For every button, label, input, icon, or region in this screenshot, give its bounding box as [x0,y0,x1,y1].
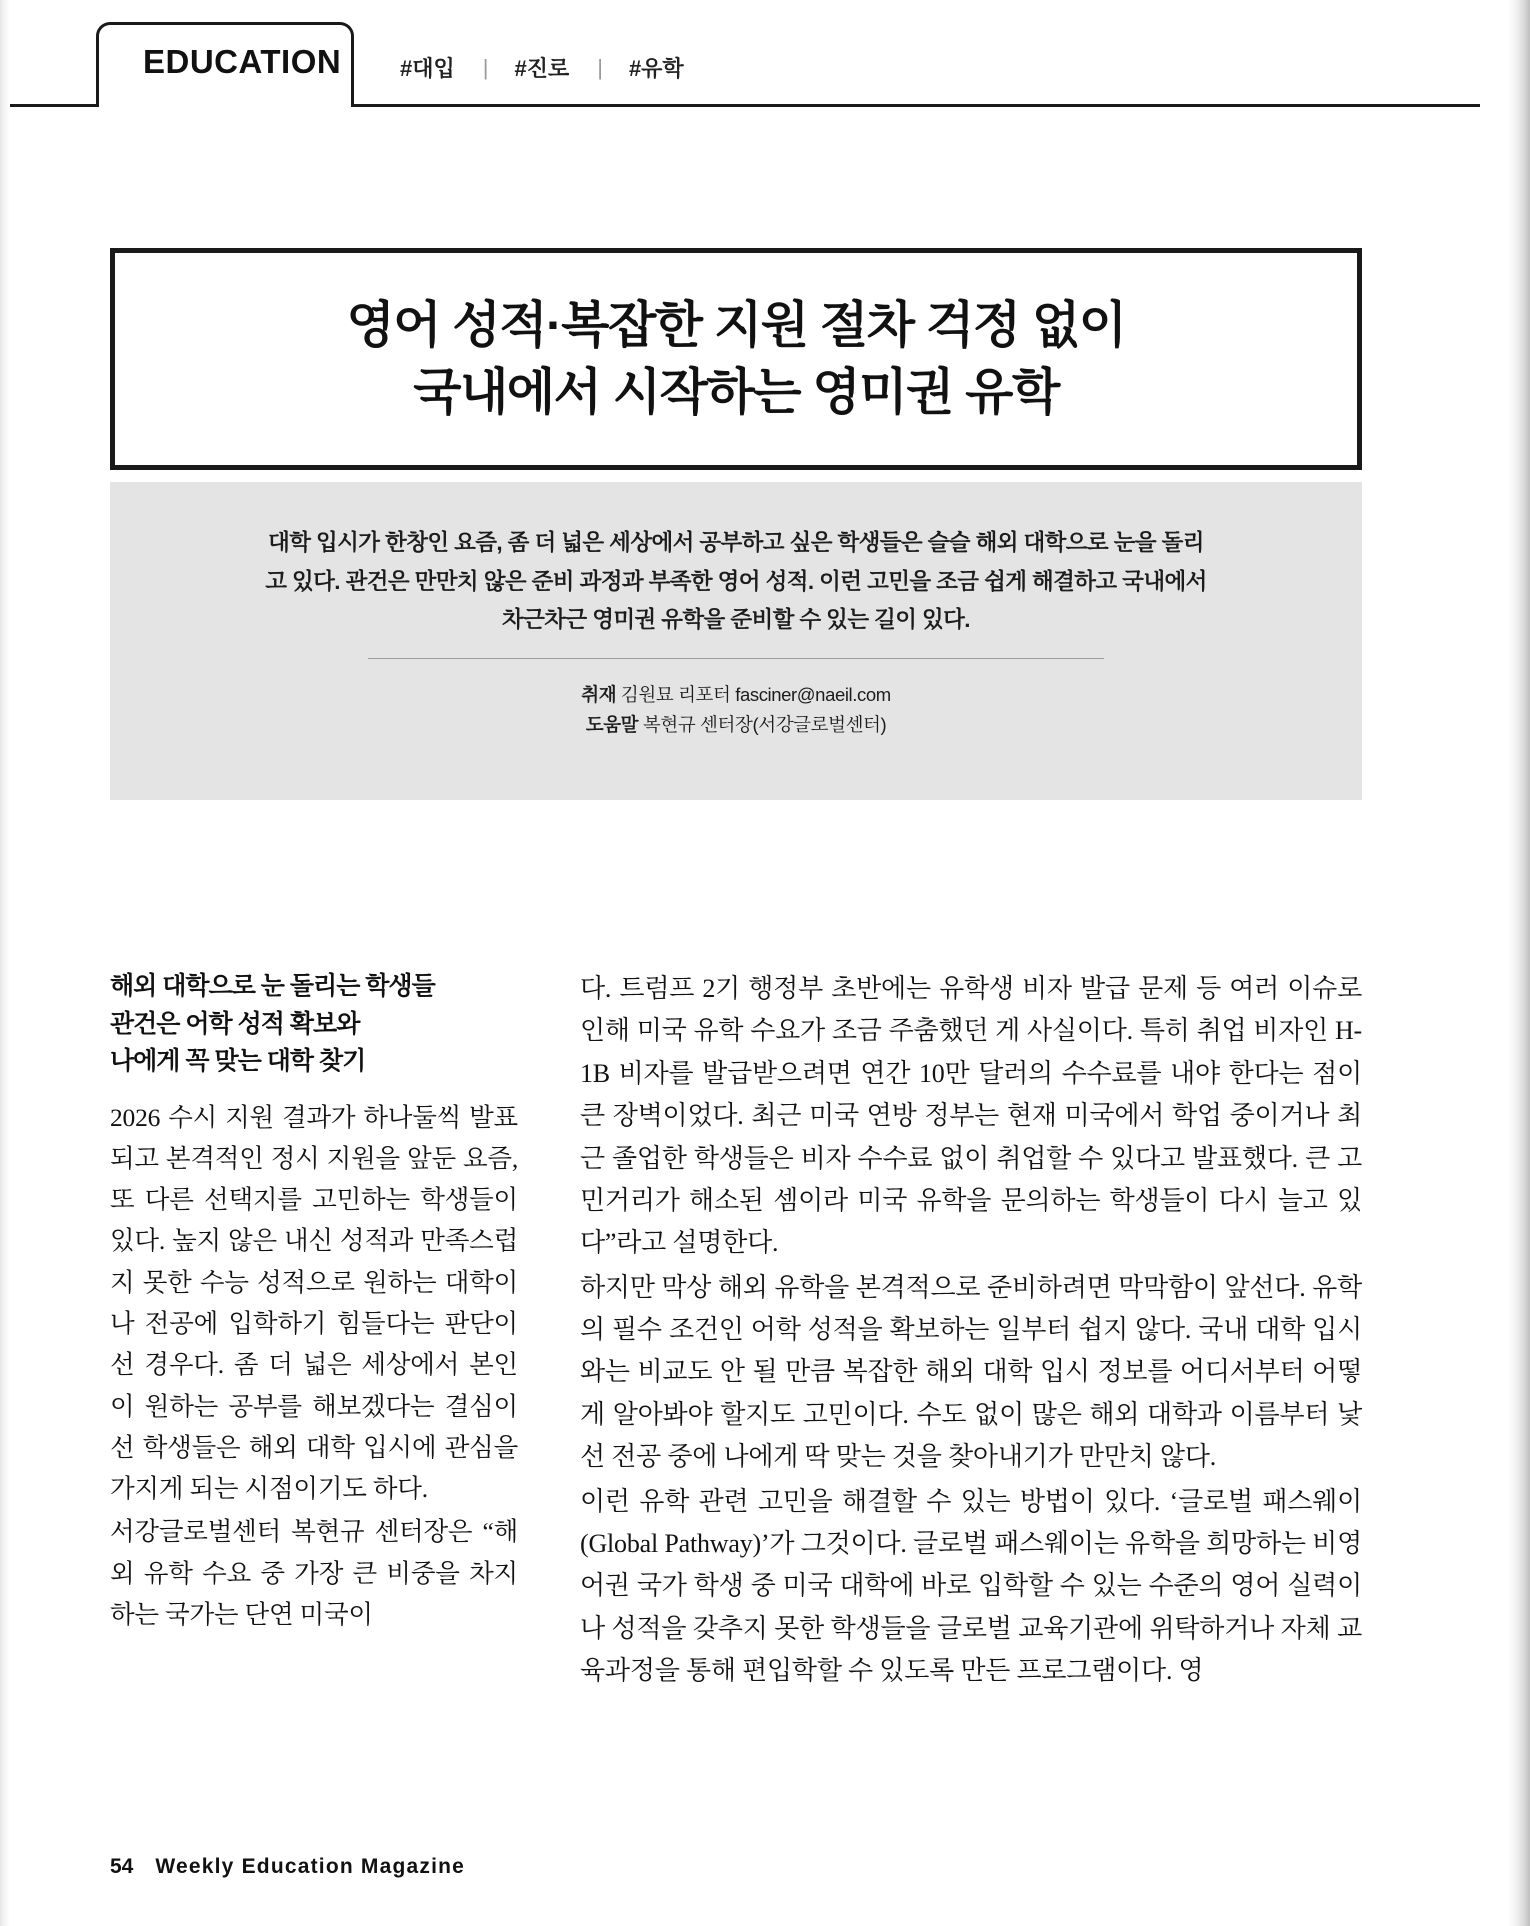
page-edge-shadow-right [1508,0,1530,1926]
tag-separator-0: | [482,54,489,80]
paragraph: 하지만 막상 해외 유학을 본격적으로 준비하려면 막막함이 앞선다. 유학의 필수 조건인 어학 성적을 확보하는 일부터 쉽지 않다. 국내 대학 입시와는 비교도 안 될 만큼 복잡한 해외 대학 입시 정보를 어디서부터 어떻게 알아봐야 할지도 고민이다. 수도 없이 많은 해외 대학과 이름부터 낯선 전공 중에 나에게 딱 맞는 것을 찾아내기가 만만치 않다. [580,1272,1362,1472]
paragraph: 2026 수시 지원 결과가 하나둘씩 발표되고 본격적인 정시 지원을 앞둔 요즘, 또 다른 선택지를 고민하는 학생들이 있다. 높지 않은 내신 성적과 만족스럽지 못한 수능 성적으로 원하는 대학이나 전공에 입학하기 힘들다는 판단이 선 경우다. 좀 더 넓은 세상에서 본인이 원하는 공부를 해보겠다는 결심이 선 학생들은 해외 대학 입시에 관심을 가지게 되는 시점이기도 하다. [110,1102,518,1504]
byline-reporter-label: 취재 [581,684,617,705]
page-edge-shadow-left [0,0,10,1926]
byline-block [260,680,1212,740]
deck-summary: 대학 입시가 한창인 요즘, 좀 더 넓은 세상에서 공부하고 싶은 학생들은 슬슬 해외 대학으로 눈을 돌리고 있다. 관건은 만만치 않은 준비 과정과 부족한 영어 성적. 이런 고민을 조금 쉽게 해결하고 국내에서 차근차근 영미권 유학을 준비할 수 있는 길이 있다. [265,530,1207,633]
tag-separator-1: | [597,54,603,80]
byline-helper-row [260,710,1212,740]
byline-reporter-value: 김원묘 리포터 fasciner@naeil.com [620,684,891,705]
page-footer [110,1855,465,1879]
subhead-line-0: 해외 대학으로 눈 돌리는 학생들 [110,972,435,1000]
headline-line-2: 국내에서 시작하는 영미권 유학 [413,364,1059,420]
byline-helper-label: 도움말 [585,713,639,735]
publication-name: Weekly Education Magazine [155,1855,466,1878]
tag-item-0[interactable]: #대입 [400,56,455,81]
tag-item-2[interactable]: #유학 [628,56,684,81]
article-subhead [110,968,518,1081]
paragraph: 다. 트럼프 2기 행정부 초반에는 유학생 비자 발급 문제 등 여러 이슈로 인해 미국 유학 수요가 조금 주춤했던 게 사실이다. 특히 취업 비자인 H-1B 비자를 발급받으려면 연간 10만 달러의 수수료를 내야 한다는 점이 큰 장벽이었다. 최근 미국 연방 정부는 현재 미국에서 학업 중이거나 최근 졸업한 학생들은 비자 수수료 없이 취업할 수 있다고 발표했다. 큰 고민거리가 해소된 셈이라 미국 유학을 문의하는 학생들이 다시 늘고 있다”라고 설명한다. [580,974,1362,1258]
page-header [0,0,1530,108]
deck-divider [368,658,1104,659]
byline-helper-value: 복현규 센터장(서강글로벌센터) [642,713,887,735]
section-label: EDUCATION [143,43,342,80]
headline-line-1: 영어 성적·복잡한 지원 절차 걱정 없이 [346,297,1126,353]
paragraph: 서강글로벌센터 복현규 센터장은 “해외 유학 수요 중 가장 큰 비중을 차지하는 국가는 단연 미국이 [110,1517,518,1630]
tag-item-1[interactable]: #진로 [514,56,570,81]
deck-block [110,482,1362,800]
tag-list [400,52,712,83]
section-tab-mask [99,100,351,108]
paragraph: 이런 유학 관련 고민을 해결할 수 있는 방법이 있다. ‘글로벌 패스웨이(Global Pathway)’가 그것이다. 글로벌 패스웨이는 유학을 희망하는 비영어권 국가 학생 중 미국 대학에 바로 입학할 수 있는 수준의 영어 실력이나 성적을 갖추지 못한 학생들을 글로벌 교육기관에 위탁하거나 자체 교육과정을 통해 편입학할 수 있도록 만든 프로그램이다. 영 [580,1486,1362,1685]
byline-reporter-row [260,680,1212,710]
page-number: 54 [110,1855,134,1878]
headline-box [110,248,1362,470]
subhead-line-1: 관건은 어학 성적 확보와 [110,1009,360,1038]
subhead-line-2: 나에게 꼭 맞는 대학 찾기 [110,1047,366,1075]
body-column-right [580,968,1362,1692]
body-column-left [110,968,518,1635]
